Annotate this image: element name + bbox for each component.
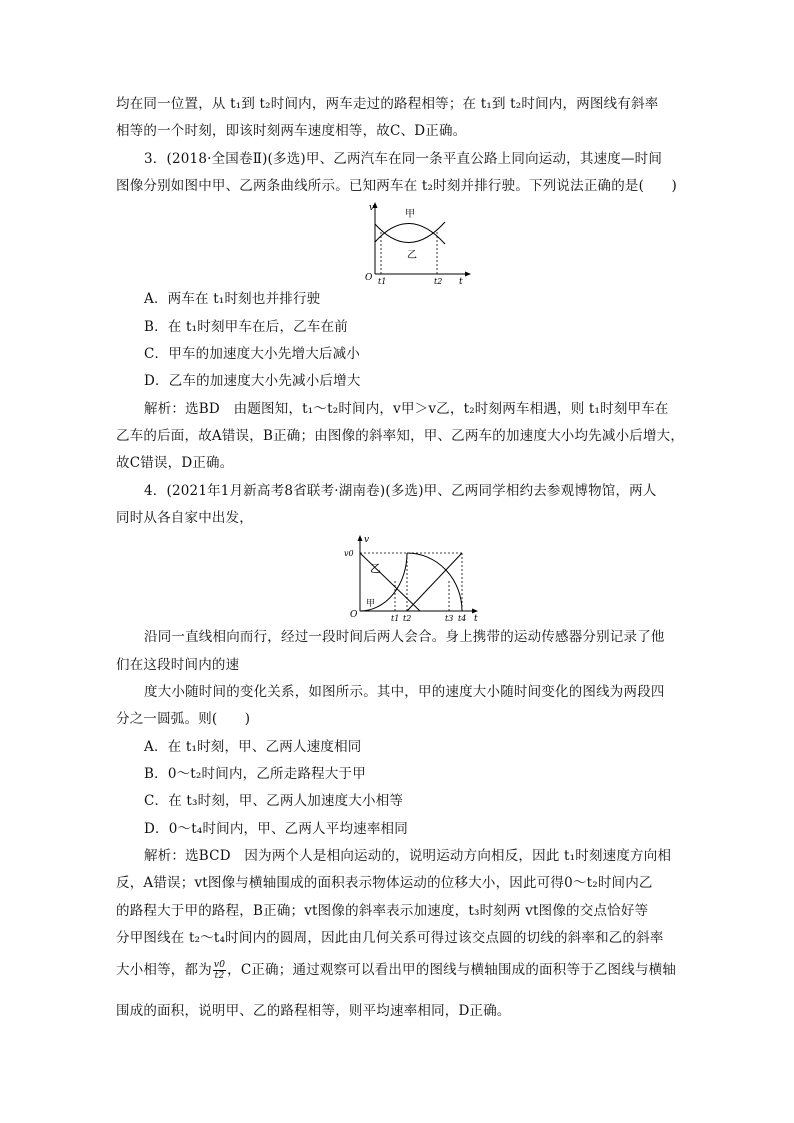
text-line: 图像分别如图中甲、乙两条曲线所示。已知两车在 t₂时刻并排行驶。下列说法正确的是( )	[116, 178, 677, 194]
origin-label: O	[350, 610, 358, 620]
text-line: 围成的面积，说明甲、乙的路程相等，则平均速率相同，D正确。	[116, 1003, 511, 1019]
line-yi-2	[407, 553, 462, 611]
text-line: 均在同一位置，从 t₁到 t₂时间内，两车走过的路程相等；在 t₁到 t₂时间内，两图线有斜率	[116, 96, 659, 112]
analysis-line: 解析：选BD 由题图知，t₁～t₂时间内，v甲＞v乙，t₂时刻两车相遇，则 t₁时刻甲车在	[144, 401, 669, 417]
text-line: 的路程大于甲的路程，B正确；vt图像的斜率表示加速度，t₃时刻两 vt图像的交点恰好等	[116, 903, 649, 919]
tick-t1: t1	[391, 614, 400, 623]
label-yi: 乙	[370, 562, 381, 575]
option-c: C．甲车的加速度大小先增大后减小	[144, 346, 361, 362]
label-yi: 乙	[407, 250, 417, 261]
tick-t4: t4	[458, 614, 467, 623]
option-b: B．在 t₁时刻甲车在后，乙车在前	[144, 319, 348, 335]
fraction-suffix: ，C正确；通过观察可以看出甲的图线与横轴围成的面积等于乙图线与横轴	[227, 962, 677, 978]
tick-t2: t2	[403, 614, 412, 623]
fraction-prefix: 大小相等，都为	[116, 962, 212, 978]
fraction	[213, 960, 226, 981]
fraction-numerator: v0	[213, 960, 226, 970]
axis-label-v: v	[364, 535, 370, 545]
text-line: 乙车的后面，故A错误，B正确；由图像的斜率知，甲、乙两车的加速度大小均先减小后增大，	[116, 428, 685, 444]
text-line: 分甲图线在 t₂～t₄时间内的圆周，因此由几何关系可得过该交点圆的切线的斜率和乙的斜率	[116, 930, 664, 946]
axis-label-t: t	[459, 277, 463, 285]
option-c: C．在 t₃时刻，甲、乙两人加速度大小相等	[144, 793, 404, 809]
option-b: B．0～t₂时间内，乙所走路程大于甲	[144, 766, 366, 782]
text-line: 度大小随时间的变化关系，如图所示。其中，甲的速度大小随时间变化的图线为两段四	[144, 684, 665, 700]
text-line: 同时从各自家中出发，	[116, 510, 253, 526]
text-line: 沿同一直线相向而行，经过一段时间后两人会合。身上携带的运动传感器分别记录了他	[144, 629, 665, 645]
question-4-line: 4．(2021年1月新高考8省联考·湖南卷)(多选)甲、乙两同学相约去参观博物馆，两人	[144, 483, 657, 499]
option-a: A．两车在 t₁时刻也并排行驶	[144, 291, 321, 307]
question-3-line: 3．(2018·全国卷Ⅱ)(多选)甲、乙两汽车在同一条平直公路上同向运动，其速度—时间	[144, 151, 663, 167]
figure-question-3	[355, 200, 475, 289]
text-line: 故C错误，D正确。	[116, 455, 234, 471]
label-v0: v0	[344, 549, 354, 558]
text-line: 分之一圆弧。则( )	[116, 711, 251, 727]
tick-t3: t3	[445, 614, 454, 623]
text-line: 们在这段时间内的速	[116, 657, 240, 673]
text-line: 相等的一个时刻，即该时刻两车速度相等，故C、D正确。	[116, 123, 467, 139]
tick-t2: t2	[434, 277, 443, 285]
text-line-with-fraction	[116, 960, 676, 981]
axis-label-v: v	[369, 203, 375, 213]
option-a: A．在 t₁时刻，甲、乙两人速度相同	[144, 739, 362, 755]
origin-label: O	[365, 273, 373, 283]
text-line: 反，A错误；vt图像与横轴围成的面积表示物体运动的位移大小，因此可得0～t₂时间内乙	[116, 875, 653, 891]
label-jia: 甲	[405, 209, 415, 220]
option-d: D．0～t₄时间内，甲、乙两人平均速率相同	[144, 821, 408, 837]
analysis-line: 解析：选BCD 因为两个人是相向运动的，说明运动方向相反，因此 t₁时刻速度方向相	[144, 848, 672, 864]
axis-label-t: t	[474, 614, 478, 623]
option-d: D．乙车的加速度大小先减小后增大	[144, 373, 361, 389]
tick-t1: t1	[378, 277, 387, 285]
figure-question-4	[336, 533, 486, 627]
label-jia: 甲	[366, 599, 376, 609]
fraction-denominator: t2	[214, 971, 225, 981]
